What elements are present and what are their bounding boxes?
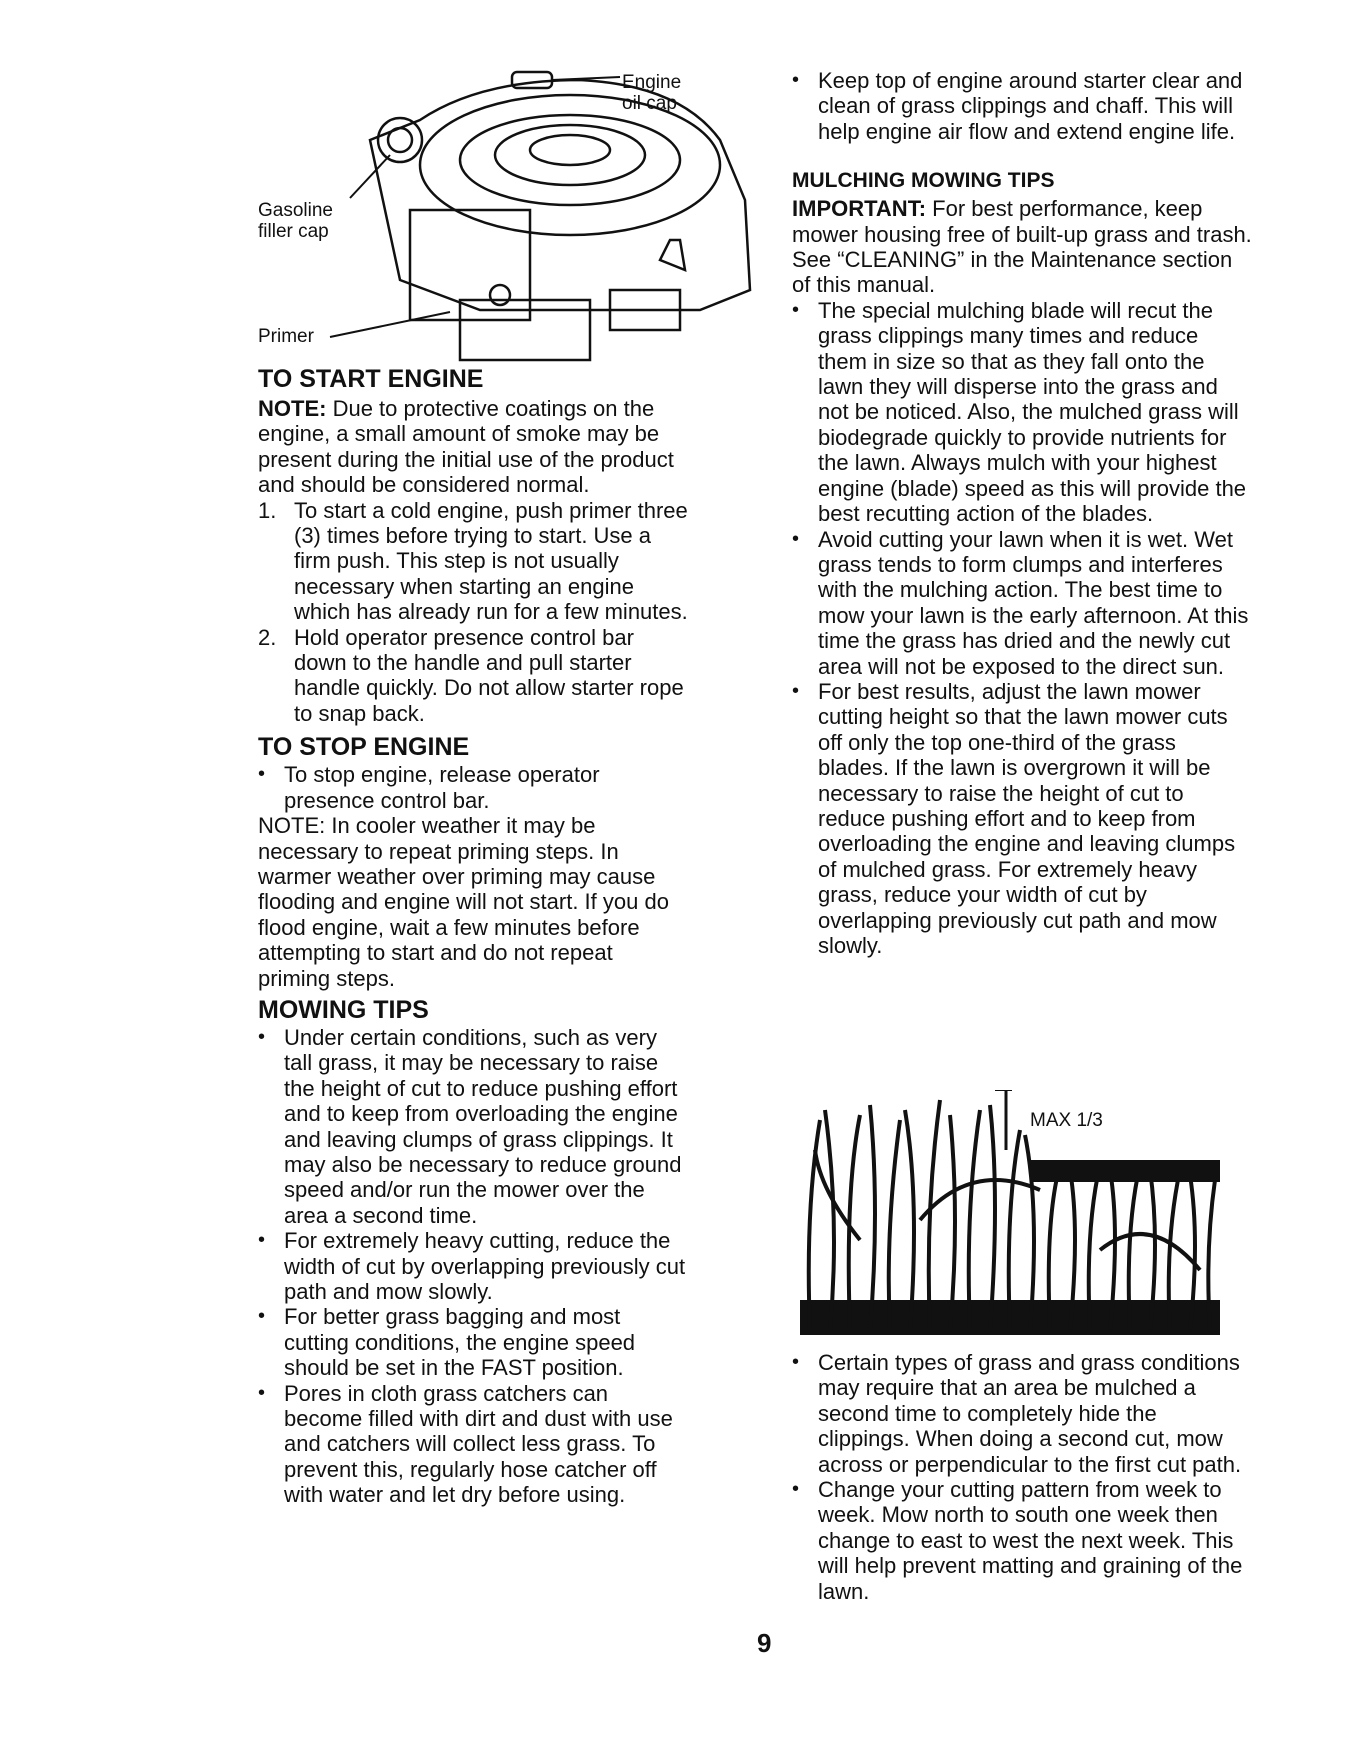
list-item: • Avoid cutting your lawn when it is wet. Wet grass tends to form clumps and interferes with the mulching action. The best time to mow your lawn is the early afternoon. At this time the grass has dried and the newly cut area will not be exposed to the direct sun. — [792, 526, 1249, 679]
engine-illustration — [280, 60, 770, 390]
max-one-third-label: MAX 1/3 — [1030, 1110, 1103, 1131]
grass-illustration — [800, 1090, 1230, 1335]
list-item: • Pores in cloth grass catchers can become filled with dirt and dust with use and catchers will collect less grass. To prevent this, regularly hose catcher off with water and let dry before using. — [258, 1380, 673, 1508]
start-steps — [258, 498, 688, 727]
to-stop-engine-heading: TO STOP ENGINE — [258, 733, 470, 762]
list-item: • Change your cutting pattern from week to week. Mow north to south one week then change to east to west the next week. This will help prevent matting and graining of the lawn. — [792, 1477, 1243, 1604]
mowing-tips-list — [258, 1025, 688, 1508]
primer-label: Primer — [258, 326, 314, 347]
important-note: IMPORTANT: For best performance, keep mower housing free of built-up grass and trash. See “CLEANING” in the Maintenance section of this manual. — [792, 196, 1252, 298]
gasoline-filler-cap-label: Gasoline filler cap — [258, 200, 333, 242]
stop-list — [258, 762, 688, 813]
mulching-tips-list — [792, 298, 1252, 959]
engine-care-list — [792, 68, 1252, 144]
list-item: • For best results, adjust the lawn mower cutting height so that the lawn mower cuts off only the top one-third of the grass blades. If the lawn is overgrown it will be necessary to raise the height of cut to reduce pushing effort and to keep from overloading the engine and leaving clumps of mulched grass. For extremely heavy grass, reduce your width of cut by overlapping previously cut path and mow slowly. — [792, 678, 1236, 958]
list-item: • For extremely heavy cutting, reduce the width of cut by overlapping previously cut path and mow slowly. — [258, 1228, 686, 1304]
engine-oil-cap-label: Engine oil cap — [622, 72, 682, 114]
mulching-tips-list-continued — [792, 1350, 1252, 1604]
mulching-tips-heading: MULCHING MOWING TIPS — [792, 169, 1055, 193]
list-item: • The special mulching blade will recut the grass clippings many times and reduce them in size so that as they fall onto the lawn they will disperse into the grass and not be noticed. Also, the mulched grass will biodegrade quickly to provide nutrients for the lawn. Always mulch with your highest engine (blade) speed as this will provide the best recutting action of the blades. — [792, 297, 1247, 527]
list-item: • Keep top of engine around starter clear and clean of grass clippings and chaff. This will help engine air flow and extend engine life. — [792, 68, 1243, 144]
to-start-engine-heading: TO START ENGINE — [258, 365, 484, 393]
start-note: NOTE: Due to protective coatings on the engine, a small amount of smoke may be present during the initial use of the product and should be considered normal. — [258, 396, 674, 498]
stop-note: NOTE: In cooler weather it may be necessary to repeat priming steps. In warmer weather over priming may cause flooding and engine will not start. If you do flood engine, wait a few minutes before attempting to start and do not repeat priming steps. — [258, 813, 669, 991]
list-item: • To stop engine, release operator presence control bar. — [258, 762, 600, 813]
engine-drawing — [280, 60, 770, 390]
list-item: • For better grass bagging and most cutting conditions, the engine speed should be set in the FAST position. — [258, 1304, 636, 1381]
grass-drawing — [800, 1090, 1230, 1335]
left-column — [258, 364, 688, 1508]
mowing-tips-heading: MOWING TIPS — [258, 995, 429, 1024]
list-item: • Under certain conditions, such as very tall grass, it may be necessary to raise the height of cut to reduce pushing effort and to keep from overloading the engine and leaving clumps of grass clippings. It may also be necessary to reduce ground speed and/or run the mower over the area a second time. — [258, 1024, 682, 1228]
right-column-top — [792, 68, 1252, 958]
list-item: • Certain types of grass and grass conditions may require that an area be mulched a second time to completely hide the clippings. When doing a second cut, mow across or perpendicular to the first cut path. — [792, 1350, 1242, 1477]
page-number: 9 — [757, 1628, 772, 1658]
list-item: 2. Hold operator presence control bar down to the handle and pull starter handle quickly. Do not allow starter rope to snap back. — [258, 624, 684, 726]
list-item: 1. To start a cold engine, push primer three (3) times before trying to start. Use a firm push. This step is not usually necessary when starting an engine which has already run for a few minutes. — [258, 497, 688, 625]
right-column-bottom — [792, 1350, 1252, 1604]
